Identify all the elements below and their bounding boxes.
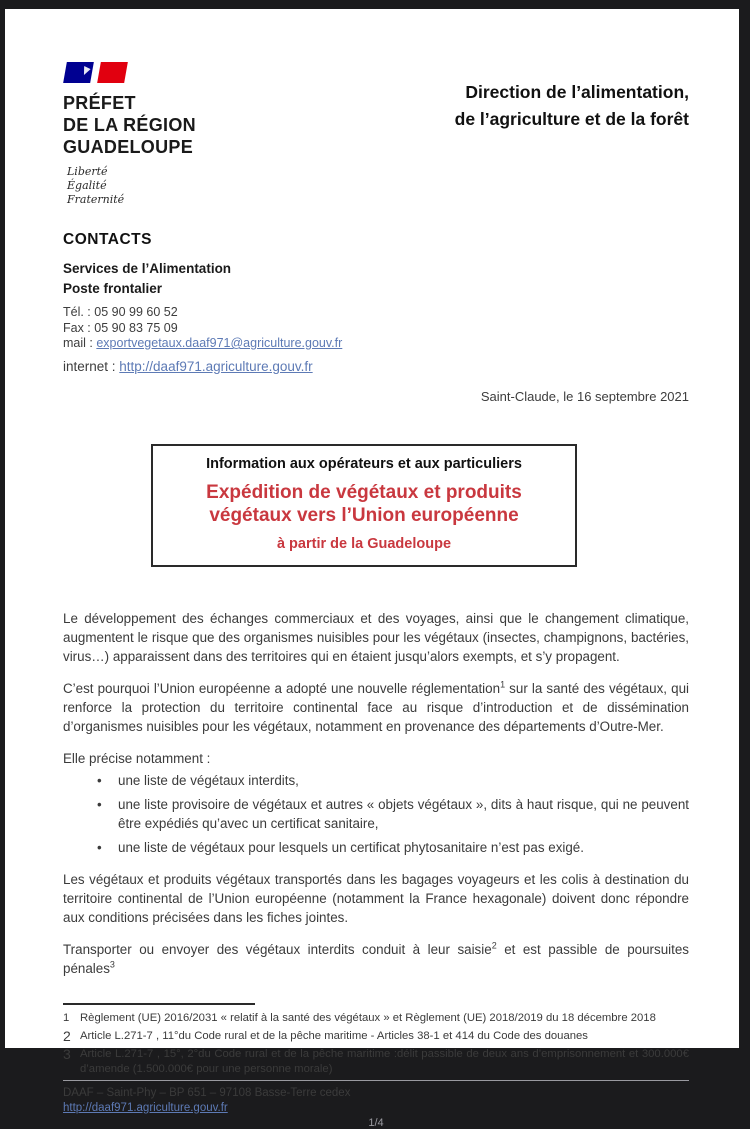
footnote-3 [63,1047,689,1077]
paragraph-regulation-text: sur la santé des végétaux, qui renforce la protection du territoire continental face au risque d’introduction et de dissémination d’organismes nuisibles pour les végétaux, notamment en provenance des départements d’Outre-Mer. [63,680,689,734]
contacts-service: Services de l’Alimentation [63,261,232,276]
bullet-item: • une liste de végétaux pour lesquels un certificat phytosanitaire n’est pas exigé. [63,838,689,857]
bullet-intro: Elle précise notamment : [63,750,211,766]
footnote-ref-1: 1 [500,679,506,690]
bullet-item: • une liste de végétaux interdits, [63,771,689,790]
page-number: 1/4 [368,1116,384,1129]
logo-title-line: DE LA RÉGION [63,115,196,135]
paragraph-penalties-text: Transporter ou envoyer des végétaux interdits conduit à leur saisie [63,941,492,957]
paragraph-conditions: Les végétaux et produits végétaux transportés dans les bagages voyageurs et les colis à destination du territoire continental de l’Union européenne (notamment la France hexagonale) doivent donc répondre aux conditions précisées dans les fiches jointes. [63,871,689,925]
paragraph-penalties-text: et est passible de poursuites pénales [63,941,689,976]
bullet-item: • une liste provisoire de végétaux et autres « objets végétaux », dits à haut risque, qui ne peuvent être expédiés qu’avec un certificat sanitaire, [63,795,689,833]
contacts-section [63,231,689,376]
footnote-text: Article L.271-7 , 11°du Code rural et de la pêche maritime - Articles 38-1 et 414 du Code des douanes [80,1029,588,1042]
logo-title-line: GUADELOUPE [63,137,194,157]
direction-title [455,62,689,133]
internet-link[interactable]: http://daaf971.agriculture.gouv.fr [119,358,313,374]
contacts-heading: CONTACTS [63,231,152,248]
notice-subtitle: à partir de la Guadeloupe [276,535,452,552]
paragraph-regulation-text: C’est pourquoi l’Union européenne a adopté une nouvelle réglementation [63,680,501,696]
footnote-number: 2 [63,1027,71,1044]
footnotes-section [63,1003,689,1080]
body-text [63,609,689,991]
notice-title-line: Expédition de végétaux et produits [206,481,522,503]
contacts-post: Poste frontalier [63,281,163,296]
footnote-separator [63,1003,255,1005]
logo-motto [67,165,196,207]
logo-title [63,92,196,158]
footnote-ref-2: 2 [491,940,497,951]
logo-title-line: PRÉFET [63,93,136,113]
footnote-1 [63,1011,689,1026]
date-line: Saint-Claude, le 16 septembre 2021 [480,388,689,404]
contacts-fax: Fax : 05 90 83 75 09 [63,320,178,335]
footnote-number: 1 [63,1011,70,1024]
paragraph-penalties [63,940,689,978]
flag-red-band [97,62,128,83]
footer-link[interactable]: http://daaf971.agriculture.gouv.fr [63,1101,228,1114]
flag-blue-band [63,62,94,83]
footnote-text: Règlement (UE) 2016/2031 « relatif à la santé des végétaux » et Règlement (UE) 2018/2019 du 18 décembre 2018 [80,1011,656,1024]
motto-line: Égalité [67,179,107,192]
page-footer [63,1080,689,1129]
footnote-text: Article L.271-7 , 15°, 2°du Code rural et de la pêche maritime :délit passible de deux ans d’emprisonnement et 300.000€ d’amende (1.500.000€ pour une personne morale) [80,1047,689,1075]
contacts-internet-line [63,357,689,376]
page-header [63,62,689,207]
notice-title [163,481,565,527]
direction-line: de l’agriculture et de la forêt [454,109,689,129]
motto-line: Liberté [67,165,108,178]
paragraph-climate: Le développement des échanges commerciaux et des voyages, ainsi que le changement climatique, augmentent le risque que des organismes nuisibles pour les végétaux (insectes, champignons, bactéries, virus…) apparaissent dans des territoires qui en étaient jusqu’alors exempts, et s’y propagent. [63,610,689,664]
bullet-list [63,771,689,857]
french-flag-icon [65,62,196,83]
prefet-logo [63,62,196,207]
mail-link[interactable]: exportvegetaux.daaf971@agriculture.gouv.fr [96,336,343,350]
footnote-ref-3: 3 [109,959,115,970]
footer-address: DAAF – Saint-Phy – BP 651 – 97108 Basse-Terre cedex [63,1086,351,1099]
contacts-mail-line [63,336,689,352]
document-page [5,9,739,1129]
notice-title-line: végétaux vers l’Union européenne [209,504,519,526]
notice-audience: Information aux opérateurs et aux particuliers [206,455,522,472]
paragraph-regulation [63,679,689,736]
notice-box [151,444,577,567]
motto-line: Fraternité [67,193,125,206]
direction-line: Direction de l’alimentation, [465,82,689,102]
contacts-tel: Tél. : 05 90 99 60 52 [63,305,178,319]
footer-link-line [63,1101,689,1116]
footnote-number: 3 [63,1045,71,1062]
internet-label: internet : [63,358,120,374]
mail-label: mail : [63,336,97,350]
footnote-2 [63,1029,689,1044]
